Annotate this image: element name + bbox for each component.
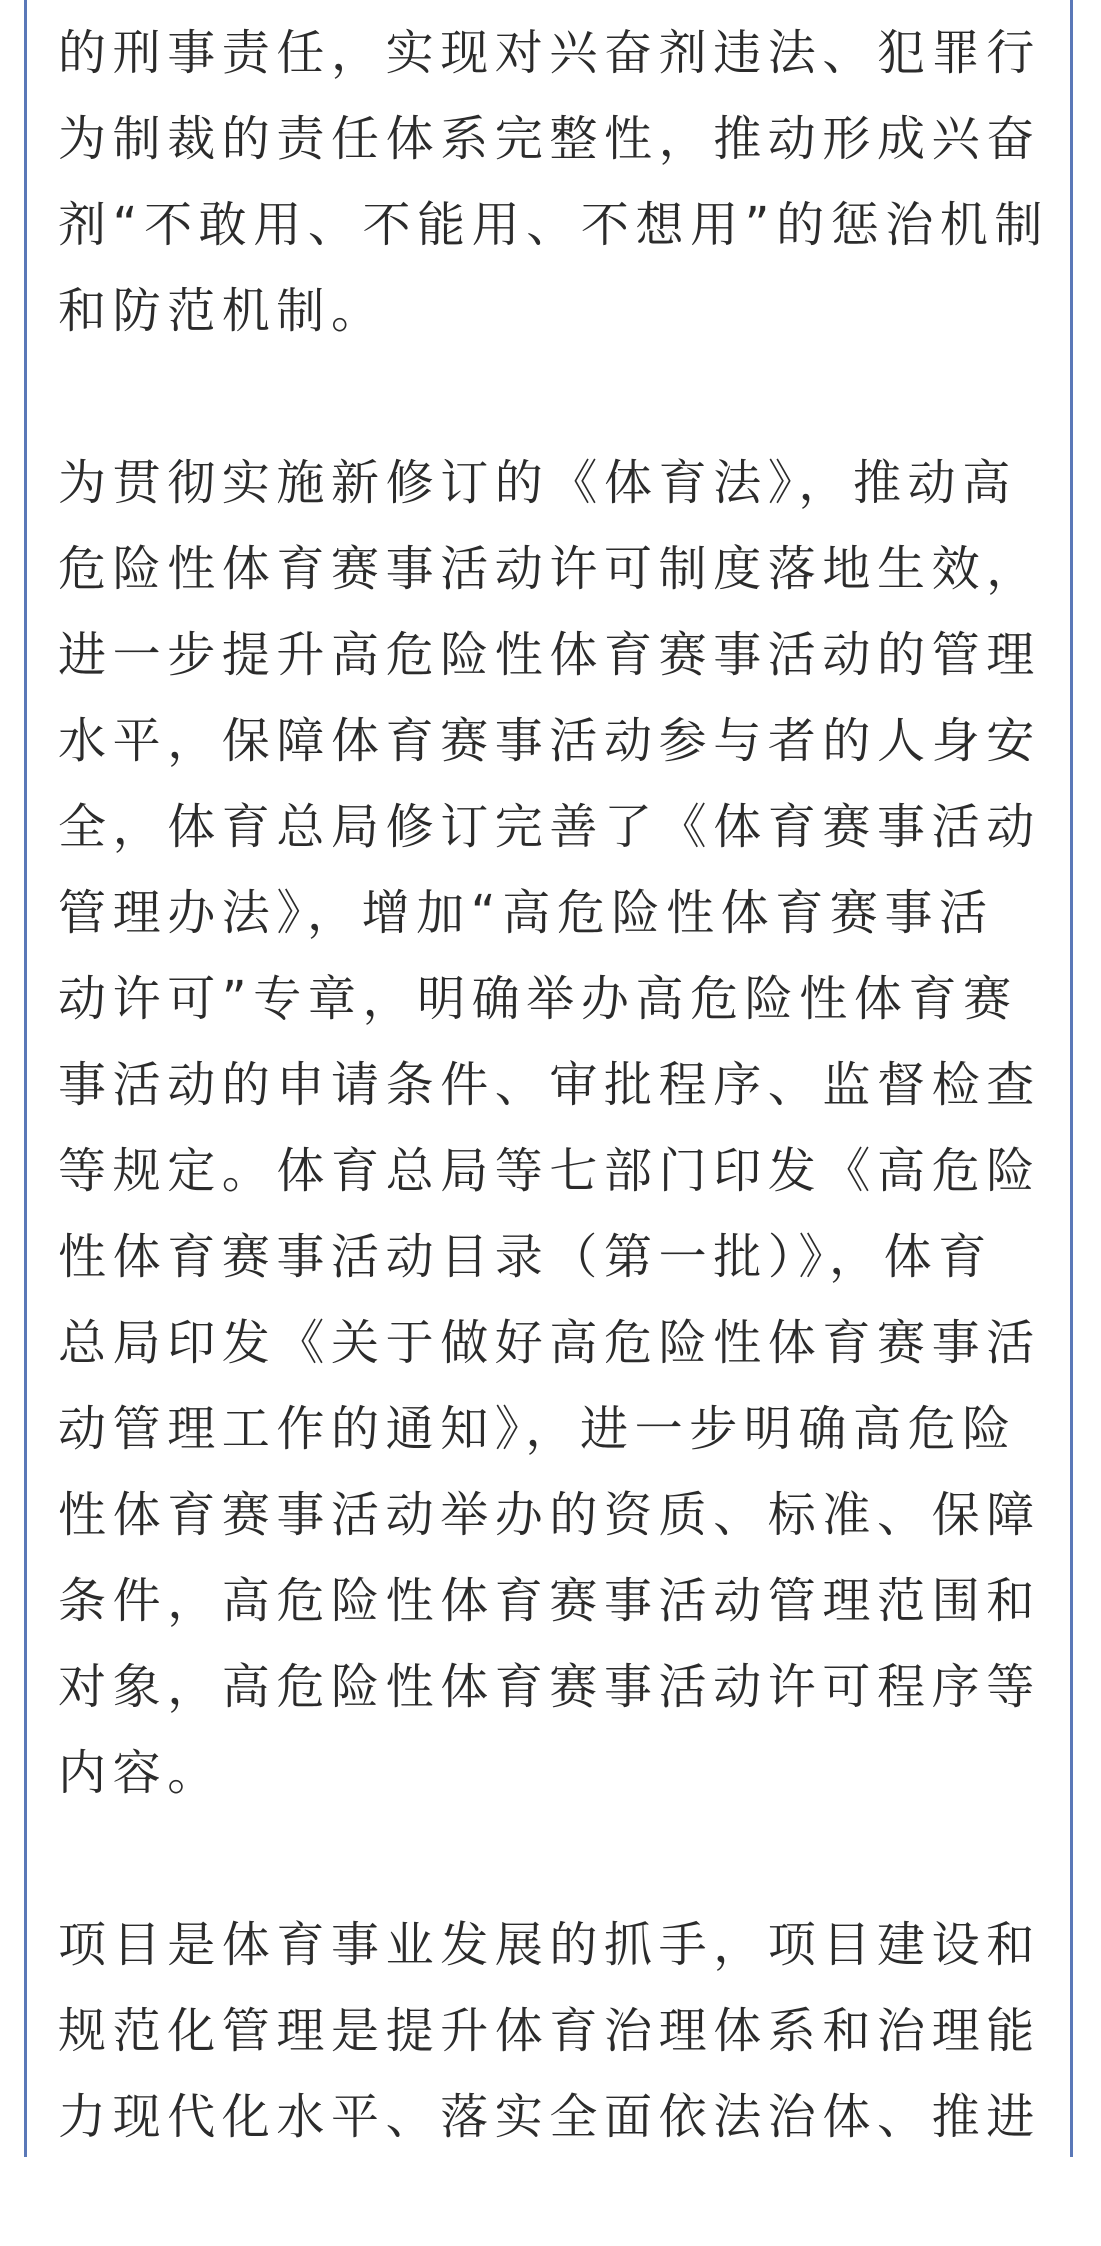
text-line: 对象，高危险性体育赛事活动许可程序等 <box>58 1659 1041 1715</box>
paragraph-3 <box>58 1902 1043 2160</box>
text-line: 为贯彻实施新修订的《体育法》，推动高 <box>58 455 1017 511</box>
left-border-line <box>24 0 27 2157</box>
text-line: 动许可”专章，明确举办高危险性体育赛 <box>58 971 1018 1027</box>
text-line: 总局印发《关于做好高危险性体育赛事活 <box>58 1315 1041 1371</box>
text-line: 内容。 <box>58 1745 222 1801</box>
text-line: 等规定。体育总局等七部门印发《高危险 <box>58 1143 1041 1199</box>
text-line: 动管理工作的通知》，进一步明确高危险 <box>58 1401 1017 1457</box>
text-line: 全，体育总局修订完善了《体育赛事活动 <box>58 799 1041 855</box>
text-line: 为制裁的责任体系完整性，推动形成兴奋 <box>58 111 1041 167</box>
text-line: 和防范机制。 <box>58 283 386 339</box>
text-line: 进一步提升高危险性体育赛事活动的管理 <box>58 627 1041 683</box>
text-line: 性体育赛事活动举办的资质、标准、保障 <box>58 1487 1041 1543</box>
paragraph-2 <box>58 440 1043 1816</box>
text-line: 管理办法》，增加“高危险性体育赛事活 <box>58 885 994 941</box>
text-line: 条件，高危险性体育赛事活动管理范围和 <box>58 1573 1041 1629</box>
text-line: 力现代化水平、落实全面依法治体、推进 <box>58 2089 1041 2145</box>
text-line: 危险性体育赛事活动许可制度落地生效， <box>58 541 1041 597</box>
text-line: 的刑事责任，实现对兴奋剂违法、犯罪行 <box>58 25 1041 81</box>
text-line: 项目是体育事业发展的抓手，项目建设和 <box>58 1917 1041 1973</box>
right-border-line <box>1070 0 1073 2157</box>
paragraph-1 <box>58 10 1050 354</box>
text-line: 事活动的申请条件、审批程序、监督检查 <box>58 1057 1041 1113</box>
article-body <box>58 10 1050 2246</box>
text-line: 性体育赛事活动目录（第一批）》，体育 <box>58 1229 993 1285</box>
text-line: 水平，保障体育赛事活动参与者的人身安 <box>58 713 1041 769</box>
text-line: 规范化管理是提升体育治理体系和治理能 <box>58 2003 1041 2059</box>
text-line: 剂“不敢用、不能用、不想用”的惩治机制 <box>58 197 1050 253</box>
